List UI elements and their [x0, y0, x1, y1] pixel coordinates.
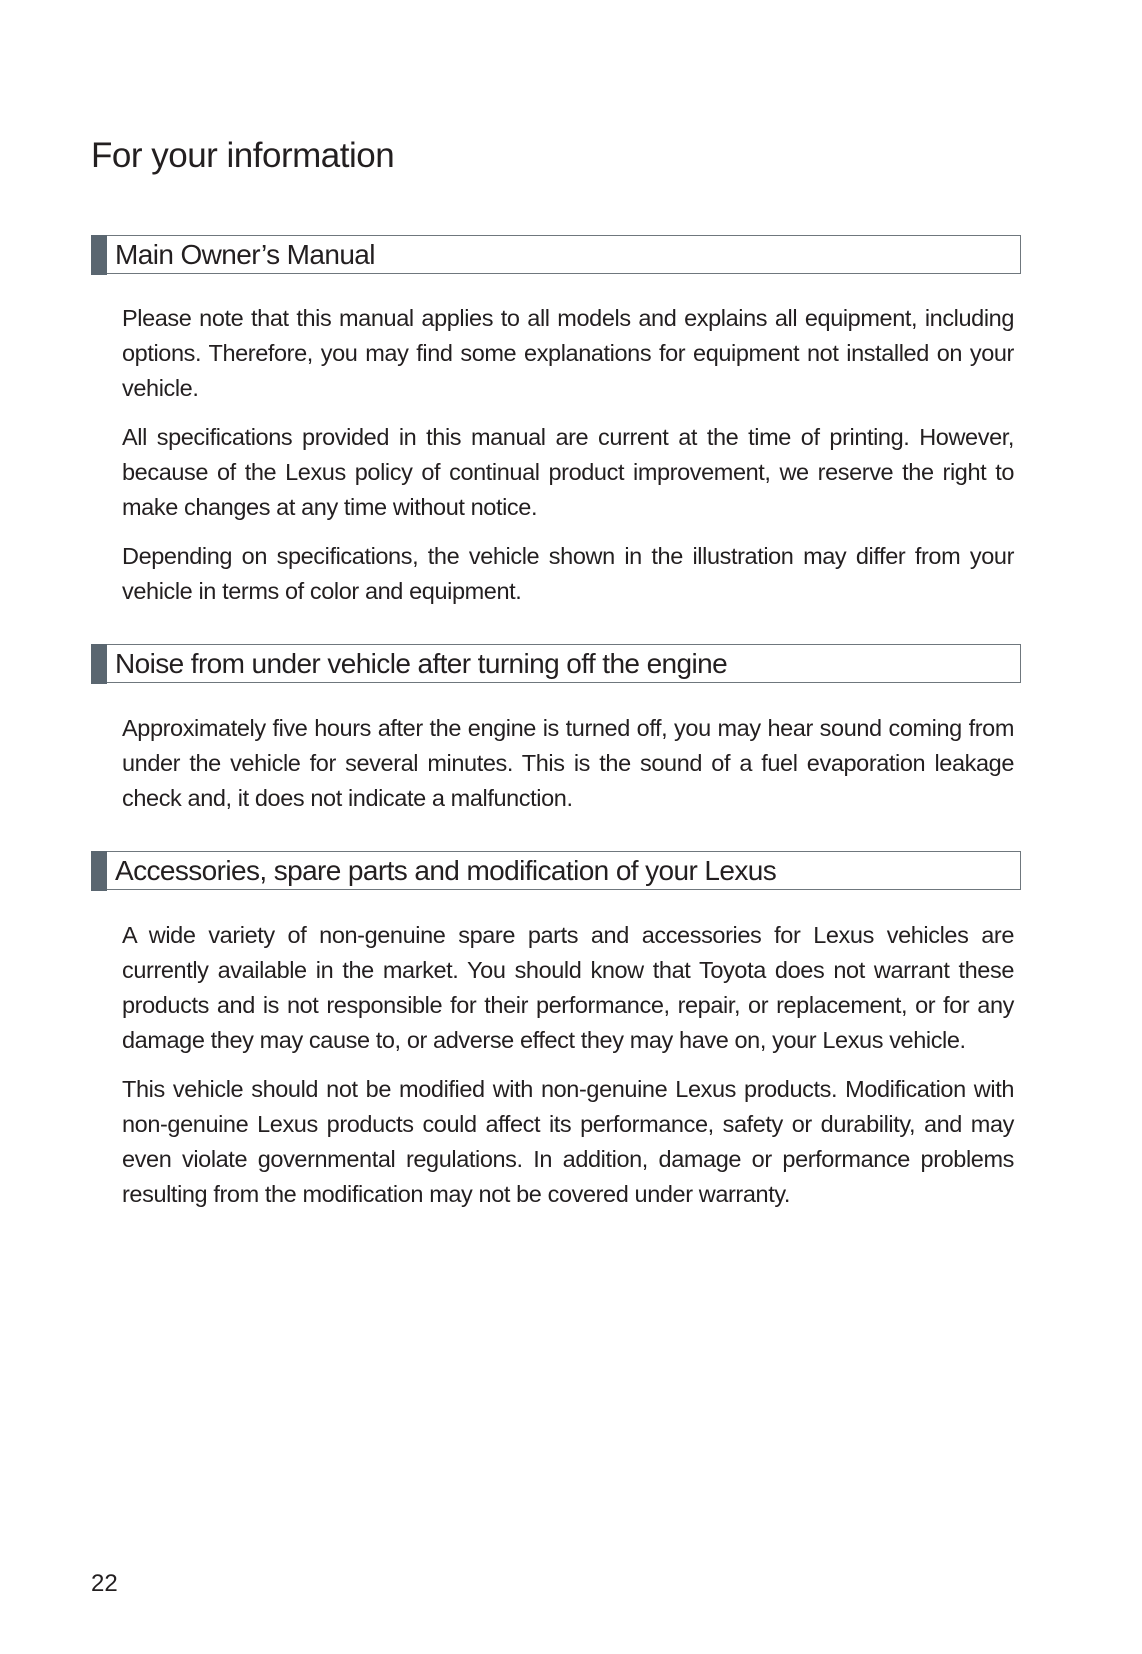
- paragraph: This vehicle should not be modified with non-genuine Lexus products. Modification with non-genuine Lexus products could affect its performance, safety or durability, and may even violate governmental regulations. In addition, damage or performance problems resulting from the modification may not be covered under warranty.: [122, 1076, 1014, 1207]
- section-body-main-owners-manual: [122, 301, 1014, 623]
- section-accent-bar: [91, 644, 107, 684]
- section-heading: Noise from under vehicle after turning off the engine: [115, 647, 728, 679]
- section-header-noise: [91, 644, 1021, 683]
- paragraph: Please note that this manual applies to all models and explains all equipment, including options. Therefore, you may find some explanations for equipment not installed on your vehicle.: [122, 305, 1014, 401]
- section-body-noise: [122, 711, 1014, 830]
- section-heading: Accessories, spare parts and modification of your Lexus: [115, 854, 777, 886]
- paragraph: A wide variety of non-genuine spare parts and accessories for Lexus vehicles are currently available in the market. You should know that Toyota does not warrant these products and is not responsible for their performance, repair, or replacement, or for any damage they may cause to, or adverse effect they may have on, your Lexus vehicle.: [122, 922, 1014, 1053]
- page-number: 22: [91, 1570, 118, 1597]
- section-heading: Main Owner’s Manual: [115, 238, 375, 270]
- paragraph: Depending on specifications, the vehicle shown in the illustration may differ from your vehicle in terms of color and equipment.: [122, 543, 1014, 604]
- paragraph: Approximately five hours after the engine is turned off, you may hear sound coming from under the vehicle for several minutes. This is the sound of a fuel evaporation leakage check and, it does not indicate a malfunction.: [122, 715, 1014, 811]
- paragraph: All specifications provided in this manual are current at the time of printing. However, because of the Lexus policy of continual product improvement, we reserve the right to make changes at any time without notice.: [122, 424, 1014, 520]
- section-header-main-owners-manual: [91, 235, 1021, 274]
- section-header-accessories: [91, 851, 1021, 890]
- page-title: For your information: [91, 136, 395, 175]
- section-body-accessories: [122, 918, 1014, 1226]
- section-accent-bar: [91, 235, 107, 275]
- section-accent-bar: [91, 851, 107, 891]
